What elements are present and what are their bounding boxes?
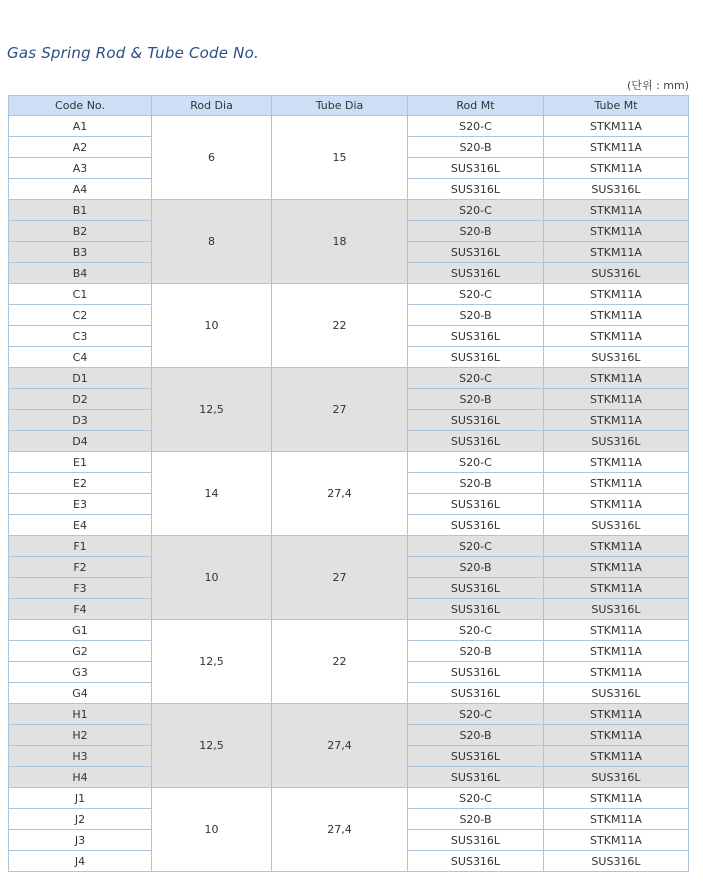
rod-mt-cell: SUS316L [408,515,544,536]
tube-mt-cell: STKM11A [544,578,689,599]
code-cell: G4 [9,683,152,704]
code-cell: E4 [9,515,152,536]
rod-mt-cell: SUS316L [408,494,544,515]
tube-mt-cell: STKM11A [544,284,689,305]
tube-mt-cell: SUS316L [544,179,689,200]
rod-dia-cell: 14 [152,452,272,536]
rod-mt-cell: SUS316L [408,263,544,284]
code-cell: G2 [9,641,152,662]
rod-mt-cell: SUS316L [408,158,544,179]
tube-mt-cell: SUS316L [544,599,689,620]
header-tube-mt: Tube Mt [544,96,689,116]
rod-mt-cell: S20-B [408,641,544,662]
table-row [9,452,689,473]
rod-mt-cell: S20-C [408,704,544,725]
tube-mt-cell: STKM11A [544,452,689,473]
rod-mt-cell: S20-B [408,389,544,410]
table-row [9,200,689,221]
tube-mt-cell: STKM11A [544,368,689,389]
code-cell: H2 [9,725,152,746]
tube-dia-cell: 22 [272,620,408,704]
table-row [9,284,689,305]
tube-mt-cell: STKM11A [544,242,689,263]
tube-mt-cell: SUS316L [544,431,689,452]
code-cell: F1 [9,536,152,557]
tube-dia-cell: 27,4 [272,452,408,536]
code-cell: H1 [9,704,152,725]
code-cell: A3 [9,158,152,179]
rod-mt-cell: S20-C [408,452,544,473]
code-cell: H4 [9,767,152,788]
rod-mt-cell: SUS316L [408,830,544,851]
tube-mt-cell: STKM11A [544,473,689,494]
code-cell: E3 [9,494,152,515]
rod-mt-cell: S20-B [408,305,544,326]
table-row [9,116,689,137]
header-tube-dia: Tube Dia [272,96,408,116]
rod-mt-cell: SUS316L [408,326,544,347]
rod-dia-cell: 6 [152,116,272,200]
tube-mt-cell: STKM11A [544,809,689,830]
code-cell: D4 [9,431,152,452]
tube-mt-cell: STKM11A [544,620,689,641]
code-cell: B2 [9,221,152,242]
table-row [9,620,689,641]
tube-dia-cell: 15 [272,116,408,200]
page-title: Gas Spring Rod & Tube Code No. [7,44,259,62]
rod-dia-cell: 10 [152,788,272,872]
code-cell: G1 [9,620,152,641]
tube-mt-cell: STKM11A [544,788,689,809]
code-cell: J2 [9,809,152,830]
code-cell: C1 [9,284,152,305]
rod-dia-cell: 10 [152,284,272,368]
tube-mt-cell: STKM11A [544,116,689,137]
rod-mt-cell: S20-B [408,557,544,578]
code-cell: H3 [9,746,152,767]
rod-mt-cell: SUS316L [408,410,544,431]
tube-mt-cell: STKM11A [544,494,689,515]
code-cell: F4 [9,599,152,620]
rod-dia-cell: 10 [152,536,272,620]
rod-mt-cell: S20-B [408,725,544,746]
tube-mt-cell: SUS316L [544,515,689,536]
table-header-row [9,96,689,116]
rod-mt-cell: SUS316L [408,851,544,872]
code-cell: B1 [9,200,152,221]
code-cell: C2 [9,305,152,326]
rod-mt-cell: S20-C [408,368,544,389]
header-rod-dia: Rod Dia [152,96,272,116]
code-cell: D2 [9,389,152,410]
tube-mt-cell: STKM11A [544,830,689,851]
tube-mt-cell: STKM11A [544,200,689,221]
code-cell: C4 [9,347,152,368]
rod-mt-cell: S20-B [408,137,544,158]
code-cell: D1 [9,368,152,389]
tube-mt-cell: STKM11A [544,221,689,242]
table-row [9,704,689,725]
tube-mt-cell: SUS316L [544,767,689,788]
rod-mt-cell: S20-C [408,284,544,305]
rod-dia-cell: 12,5 [152,620,272,704]
rod-dia-cell: 8 [152,200,272,284]
rod-mt-cell: SUS316L [408,599,544,620]
tube-dia-cell: 27 [272,368,408,452]
tube-mt-cell: STKM11A [544,137,689,158]
table-row [9,536,689,557]
rod-mt-cell: S20-B [408,473,544,494]
tube-mt-cell: SUS316L [544,851,689,872]
header-rod-mt: Rod Mt [408,96,544,116]
rod-mt-cell: SUS316L [408,179,544,200]
code-cell: J3 [9,830,152,851]
tube-dia-cell: 27,4 [272,788,408,872]
rod-mt-cell: S20-C [408,620,544,641]
code-cell: F3 [9,578,152,599]
header-code-no: Code No. [9,96,152,116]
table-body [9,116,689,872]
rod-mt-cell: S20-C [408,536,544,557]
rod-mt-cell: SUS316L [408,431,544,452]
tube-mt-cell: STKM11A [544,389,689,410]
tube-dia-cell: 27,4 [272,704,408,788]
rod-mt-cell: S20-B [408,809,544,830]
tube-mt-cell: STKM11A [544,158,689,179]
rod-mt-cell: SUS316L [408,767,544,788]
unit-label: (단위 : mm) [627,79,689,92]
code-cell: G3 [9,662,152,683]
rod-mt-cell: SUS316L [408,662,544,683]
code-cell: J4 [9,851,152,872]
tube-mt-cell: STKM11A [544,326,689,347]
tube-mt-cell: SUS316L [544,263,689,284]
table-row [9,368,689,389]
tube-mt-cell: SUS316L [544,347,689,368]
code-cell: J1 [9,788,152,809]
code-cell: F2 [9,557,152,578]
table-row [9,788,689,809]
rod-mt-cell: SUS316L [408,746,544,767]
tube-mt-cell: STKM11A [544,662,689,683]
tube-mt-cell: STKM11A [544,704,689,725]
rod-mt-cell: S20-C [408,788,544,809]
tube-mt-cell: STKM11A [544,641,689,662]
tube-mt-cell: STKM11A [544,305,689,326]
code-cell: D3 [9,410,152,431]
tube-mt-cell: STKM11A [544,746,689,767]
code-cell: B3 [9,242,152,263]
tube-mt-cell: SUS316L [544,683,689,704]
rod-mt-cell: SUS316L [408,242,544,263]
rod-mt-cell: SUS316L [408,578,544,599]
rod-mt-cell: S20-B [408,221,544,242]
rod-mt-cell: SUS316L [408,347,544,368]
code-cell: A2 [9,137,152,158]
tube-mt-cell: STKM11A [544,410,689,431]
code-cell: A1 [9,116,152,137]
rod-dia-cell: 12,5 [152,368,272,452]
code-cell: E2 [9,473,152,494]
code-cell: A4 [9,179,152,200]
tube-mt-cell: STKM11A [544,536,689,557]
rod-mt-cell: S20-C [408,200,544,221]
code-cell: E1 [9,452,152,473]
tube-dia-cell: 18 [272,200,408,284]
code-cell: C3 [9,326,152,347]
rod-dia-cell: 12,5 [152,704,272,788]
tube-dia-cell: 22 [272,284,408,368]
spec-table [8,95,689,872]
rod-mt-cell: S20-C [408,116,544,137]
tube-mt-cell: STKM11A [544,725,689,746]
tube-dia-cell: 27 [272,536,408,620]
tube-mt-cell: STKM11A [544,557,689,578]
rod-mt-cell: SUS316L [408,683,544,704]
code-cell: B4 [9,263,152,284]
